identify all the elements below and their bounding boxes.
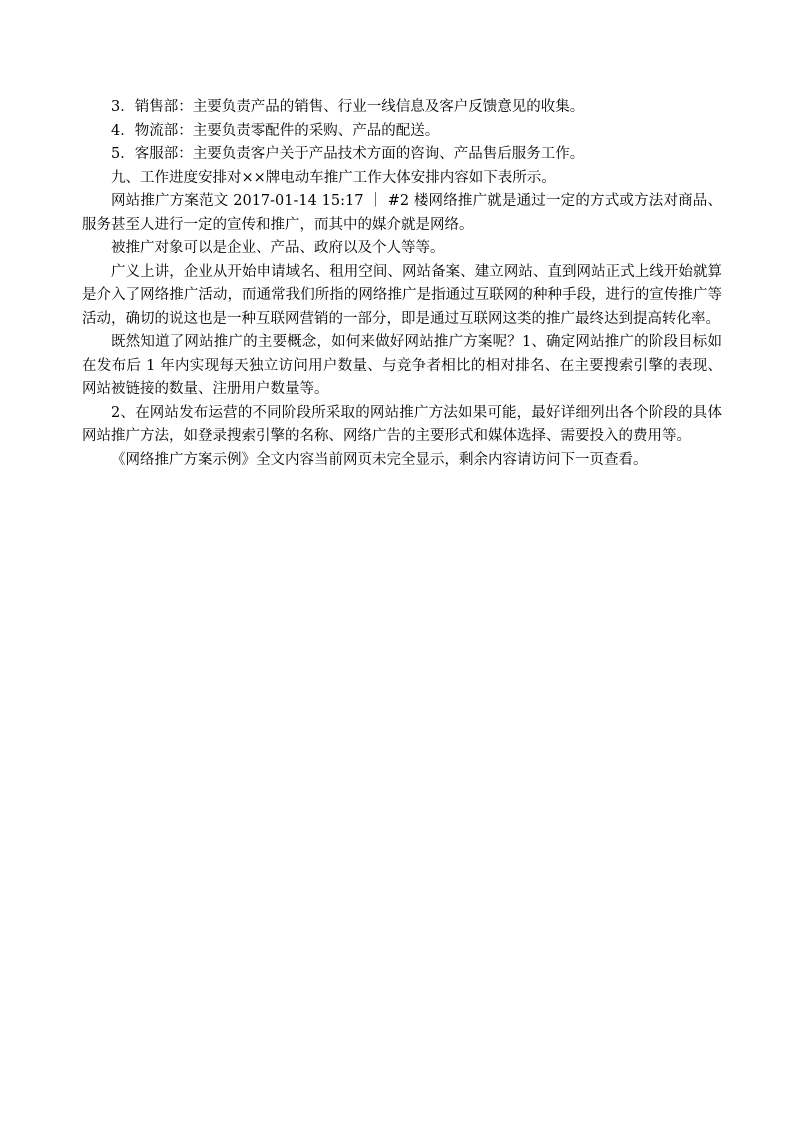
- paragraph-schedule-heading: 九、工作进度安排对××牌电动车推广工作大体安排内容如下表所示。: [111, 169, 556, 186]
- document-body: [82, 96, 722, 472]
- paragraph-stage-methods: 2、在网站发布运营的不同阶段所采取的网站推广方法如果可能，最好详细列出各个阶段的具体网站推广方法，如登录搜索引擎的名称、网络广告的主要形式和媒体选择、需要投入的费用等。: [82, 404, 722, 444]
- paragraph-continue-notice: 《网络推广方案示例》全文内容当前网页未完全显示，剩余内容请访问下一页查看。: [111, 451, 648, 468]
- paragraph-sales-dept: 3．销售部：主要负责产品的销售、行业一线信息及客户反馈意见的收集。: [111, 99, 585, 115]
- paragraph-logistics-dept: 4．物流部：主要负责零配件的采购、产品的配送。: [111, 122, 440, 139]
- paragraph-promotion-intro: 网站推广方案范文 2017-01-14 15:17 ｜ #2 楼网络推广就是通过一定的方式或方法对商品、服务甚至人进行一定的宣传和推广，而其中的媒介就是网络。: [82, 193, 722, 233]
- paragraph-broad-definition: 广义上讲，企业从开始申请域名、租用空间、网站备案、建立网站、直到网站正式上线开始就算是介入了网络推广活动，而通常我们所指的网络推广是指通过互联网的种种手段，进行的宣传推广等活动，确切的说这也是一种互联网营销的一部分，即是通过互联网这类的推广最终达到提高转化率。: [82, 263, 722, 327]
- paragraph-stage-goals: 既然知道了网站推广的主要概念，如何来做好网站推广方案呢？1、确定网站推广的阶段目标如在发布后 1 年内实现每天独立访问用户数量、与竞争者相比的相对排名、在主要搜索引擎的表现、网站被链接的数量、注册用户数量等。: [82, 334, 722, 397]
- paragraph-customer-service-dept: 5．客服部：主要负责客户关于产品技术方面的咨询、产品售后服务工作。: [111, 146, 585, 162]
- paragraph-promotion-targets: 被推广对象可以是企业、产品、政府以及个人等等。: [111, 240, 445, 256]
